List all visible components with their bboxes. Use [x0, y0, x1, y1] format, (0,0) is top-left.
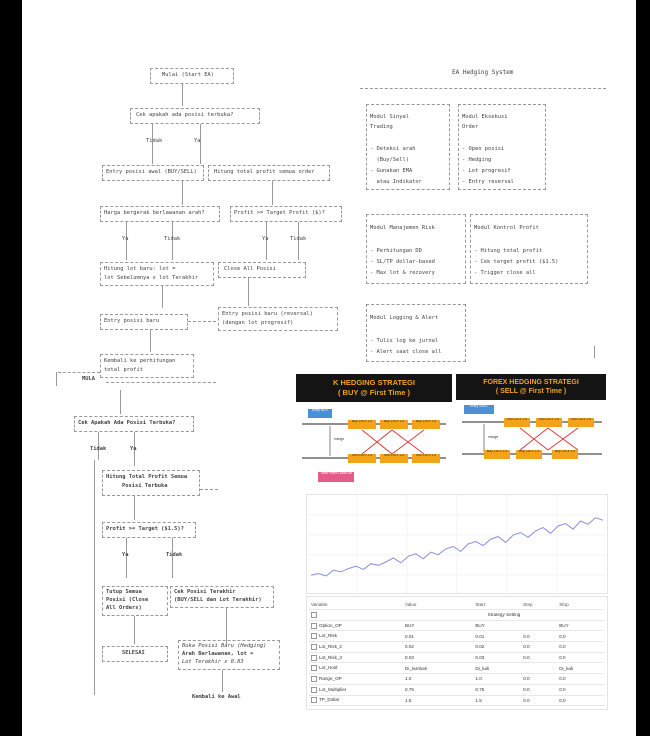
log-module-title: Modul Logging & Alert — [370, 315, 439, 321]
exec-item: - Lot progresif — [462, 168, 511, 174]
open-new-label-3: Lot Terakhir x 0.83 — [182, 659, 244, 665]
start-label: Mulai (Start EA) — [162, 72, 214, 78]
table-row[interactable] — [309, 642, 605, 653]
value-cell: 1.5 — [473, 695, 521, 706]
close-all-label: Close All Posisi — [224, 266, 276, 272]
open-new-label-1: Buka Posisi Baru (Hedging) — [182, 643, 267, 649]
table-row[interactable] — [309, 695, 605, 706]
finish-label: SELESAI — [122, 650, 145, 656]
value-cell: Di_kali — [473, 663, 521, 674]
connector — [150, 330, 151, 352]
variable-cell[interactable] — [309, 652, 403, 663]
value-cell: 0.02 — [473, 642, 521, 653]
connector — [162, 286, 163, 308]
exec-module-subtitle: Order — [462, 124, 479, 130]
profit-target-label: Profit >= Target Profit ($)? — [234, 210, 325, 216]
value-cell: 0.0 — [557, 631, 605, 642]
value-cell: BUY — [473, 620, 521, 631]
order-block: Sell Lot x 1.5 — [412, 454, 440, 463]
arrow — [58, 372, 100, 373]
group-label: Strategy Setting — [403, 610, 605, 621]
profit-item: - Hitung total profit — [474, 248, 543, 254]
header-step: Step — [521, 599, 557, 610]
yes-label: Ya — [130, 446, 137, 452]
risk-item: - Max lot & recovery — [370, 270, 435, 276]
connector — [134, 616, 135, 644]
settings-table — [309, 599, 605, 706]
strategy-subtitle: ( SELL @ First Time ) — [495, 388, 567, 396]
variable-cell[interactable] — [309, 663, 403, 674]
value-cell: 0.0 — [521, 674, 557, 685]
checkbox[interactable] — [311, 687, 317, 693]
hedging-sell-image — [456, 374, 606, 488]
variable-cell[interactable] — [309, 674, 403, 685]
yes-label: Ya — [122, 552, 129, 558]
value-cell: Di_kali — [557, 663, 605, 674]
calc-label-1: Hitung Total Profit Semua — [106, 474, 188, 480]
variable-name: Range_OP — [319, 676, 342, 682]
check-last-label-1: Cek Posisi Terakhir — [174, 589, 236, 595]
order-block: Buy Lot x 1.5 — [516, 450, 542, 459]
calc-lot-label-2: lot Sebelumnya x lot Terakhir — [104, 275, 199, 281]
value-cell: 0.0 — [521, 631, 557, 642]
connector — [594, 346, 595, 358]
no-label: Tidak — [90, 446, 107, 452]
arrow — [188, 321, 216, 322]
order-block: Sell Lot x 1.5 — [504, 418, 530, 427]
entry-block: Entry SELL — [464, 405, 494, 414]
risk-item: - SL/TP dollar-based — [370, 259, 435, 265]
check-label: Cek apakah ada posisi terbuka? — [136, 112, 234, 118]
no-label: Tidak — [146, 138, 163, 144]
group-row — [309, 610, 605, 621]
connector — [226, 608, 227, 644]
value-cell: 0.0 — [557, 652, 605, 663]
table-row[interactable] — [309, 631, 605, 642]
order-block: Buy Lot x 1.5 — [348, 420, 376, 429]
range-label: Range — [334, 438, 345, 441]
variable-name: Lot_Multiplier — [319, 686, 347, 692]
system-title: EA Hedging System — [452, 69, 514, 76]
main-label: MULA — [82, 376, 95, 382]
calc-lot-label-1: Hitung lot baru: lot = — [104, 266, 176, 272]
variable-cell[interactable] — [309, 620, 403, 631]
strategy-title: K HEDGING STRATEGI — [333, 378, 415, 387]
entry-initial-label: Entry posisi awal (BUY/SELL) — [106, 169, 197, 175]
entry-new-label: Entry posisi baru — [104, 318, 160, 324]
table-row[interactable] — [309, 674, 605, 685]
checkbox[interactable] — [311, 676, 317, 682]
value-cell: 0.0 — [557, 642, 605, 653]
range-label: Range — [488, 436, 499, 439]
header-stop: Stop — [557, 599, 605, 610]
header-value: Value — [403, 599, 473, 610]
signal-item: atau Indikator — [370, 179, 422, 185]
value-cell: 0.01 — [403, 631, 473, 642]
variable-name: TP_Dollar — [319, 697, 340, 703]
value-cell: BUY — [557, 620, 605, 631]
variable-cell[interactable] — [309, 631, 403, 642]
close-label-3: All Orders) — [106, 605, 142, 611]
entry-block: Entry BUY — [308, 409, 332, 418]
back-start-label: Kembali ke Awal — [192, 694, 241, 700]
connector — [134, 496, 135, 520]
log-item: - Alert saat close all — [370, 349, 442, 355]
variable-name: Lot_Hold — [319, 665, 338, 671]
back-calc-label-1: Kembali ke perhitungan — [104, 358, 176, 364]
yes-label: Ya — [122, 236, 129, 242]
value-cell — [521, 663, 557, 674]
order-block: Sell Lot x 1.5 — [348, 454, 376, 463]
open-new-label-2: Arah Berlawanan, lot = — [182, 651, 254, 657]
value-cell: 0.0 — [557, 695, 605, 706]
connector — [248, 278, 249, 306]
entry-reverse-label-1: Entry posisi baru (reversal) — [222, 311, 313, 317]
checkbox[interactable] — [311, 644, 317, 650]
order-block: Sell Lot x 1.5 — [380, 454, 408, 463]
order-block: Buy Lot x 1.5 — [484, 450, 510, 459]
connector — [272, 181, 273, 205]
value-cell: 1.5 — [403, 695, 473, 706]
price-reverse-label: Harga bergerak berlawanan arah? — [104, 210, 205, 216]
connector — [56, 372, 57, 386]
checkbox[interactable] — [311, 612, 317, 618]
value-cell: 0.0 — [521, 652, 557, 663]
header-variable: Variable — [309, 599, 403, 610]
table-row[interactable] — [309, 684, 605, 695]
signal-module-subtitle: Trading — [370, 124, 393, 130]
order-block: Buy Lot x 1.5 — [412, 420, 440, 429]
value-cell: 0.03 — [403, 652, 473, 663]
exec-item: - Open posisi — [462, 146, 505, 152]
value-cell: 0.0 — [521, 684, 557, 695]
variable-name: Lot_Risk_2 — [319, 644, 342, 650]
check-label: Cek Apakah Ada Posisi Terbuka? — [78, 420, 176, 426]
profit-module-title: Modul Kontrol Profit — [474, 225, 539, 231]
value-cell: 0.75 — [403, 684, 473, 695]
order-block: Sell Lot x 1.5 — [568, 418, 594, 427]
log-item: - Tulis log ke jurnal — [370, 338, 439, 344]
check-last-label-2: (BUY/SELL dan Lot Terakhir) — [174, 597, 262, 603]
variable-name: Lot_Risk — [319, 633, 337, 639]
checkbox[interactable] — [311, 697, 317, 703]
signal-item: (Buy/Sell) — [370, 157, 409, 163]
connector — [120, 390, 121, 414]
order-block: Sell Lot x 1.5 — [536, 418, 562, 427]
table-row[interactable] — [309, 620, 605, 631]
balance-chart — [306, 494, 608, 594]
calc-total-label: Hitung total profit semua order — [214, 169, 315, 175]
checkbox[interactable] — [311, 655, 317, 661]
value-cell: 0.0 — [557, 684, 605, 695]
connector — [182, 84, 183, 106]
settings-panel — [306, 596, 608, 710]
value-cell: BUY — [403, 620, 473, 631]
exec-item: - Hedging — [462, 157, 492, 163]
checkbox[interactable] — [311, 665, 317, 671]
signal-item: - Deteksi arah — [370, 146, 416, 152]
value-cell: 1.0 — [403, 674, 473, 685]
yes-label: Ya — [194, 138, 201, 144]
signal-item: - Gunakan EMA — [370, 168, 413, 174]
exec-item: - Entry reversal — [462, 179, 514, 185]
variable-name: Option_OP — [319, 622, 342, 628]
hedging-buy-image — [296, 374, 452, 492]
table-header-row — [309, 599, 605, 610]
value-cell: 0.02 — [403, 642, 473, 653]
close-label-1: Tutup Semua — [106, 589, 142, 595]
arrow — [200, 489, 218, 490]
variable-cell[interactable] — [309, 642, 403, 653]
close-all-block: Total Profit Close All — [318, 472, 354, 482]
value-cell: 1.0 — [473, 674, 521, 685]
connector — [182, 181, 183, 205]
variable-cell[interactable] — [309, 695, 403, 706]
variable-cell[interactable] — [309, 684, 403, 695]
strategy-title: FOREX HEDGING STRATEGI — [483, 379, 579, 386]
no-label: Tidak — [164, 236, 181, 242]
value-cell: 0.03 — [473, 652, 521, 663]
signal-module-title: Modul Sinyal — [370, 114, 409, 120]
no-label: Tidak — [290, 236, 307, 242]
no-label: Tidak — [166, 552, 183, 558]
risk-item: - Perhitungan DD — [370, 248, 422, 254]
balance-chart-svg — [307, 495, 607, 593]
variable-name: Lot_Risk_3 — [319, 654, 342, 660]
value-cell: 0.0 — [521, 642, 557, 653]
value-cell: 0.75 — [473, 684, 521, 695]
connector — [94, 460, 95, 695]
divider — [360, 88, 606, 89]
table-row[interactable] — [309, 652, 605, 663]
value-cell: 0.0 — [521, 695, 557, 706]
document-page — [22, 0, 636, 736]
value-cell — [521, 620, 557, 631]
settings-body — [309, 620, 605, 706]
checkbox[interactable] — [311, 623, 317, 629]
strategy-diagram — [456, 374, 606, 488]
calc-label-2: Posisi Terbuka — [122, 483, 168, 489]
order-block: Buy Lot x 1.5 — [380, 420, 408, 429]
order-block: Buy Lot x 1.5 — [552, 450, 578, 459]
profit-item: - Cek target profit ($1.5) — [474, 259, 559, 265]
group-checkbox-cell[interactable] — [309, 610, 403, 621]
value-cell: 0.01 — [473, 631, 521, 642]
exec-module-title: Modul Eksekusi — [462, 114, 508, 120]
chart-grid — [307, 495, 607, 593]
header-start: Start — [473, 599, 521, 610]
connector — [222, 670, 223, 692]
value-cell: 0.0 — [557, 674, 605, 685]
risk-module-title: Modul Manajemen Risk — [370, 225, 435, 231]
arrow — [106, 382, 216, 383]
back-calc-label-2: total profit — [104, 367, 143, 373]
entry-reverse-label-2: (dengan lot progresif) — [222, 320, 294, 326]
checkbox[interactable] — [311, 633, 317, 639]
value-cell: Di_tambah — [403, 663, 473, 674]
yes-label: Ya — [262, 236, 269, 242]
profit-item: - Trigger close all — [474, 270, 536, 276]
strategy-subtitle: ( BUY @ First Time ) — [337, 387, 411, 397]
table-row[interactable] — [309, 663, 605, 674]
profit-label: Profit >= Target ($1.5)? — [106, 526, 184, 532]
close-label-2: Posisi (Close — [106, 597, 149, 603]
